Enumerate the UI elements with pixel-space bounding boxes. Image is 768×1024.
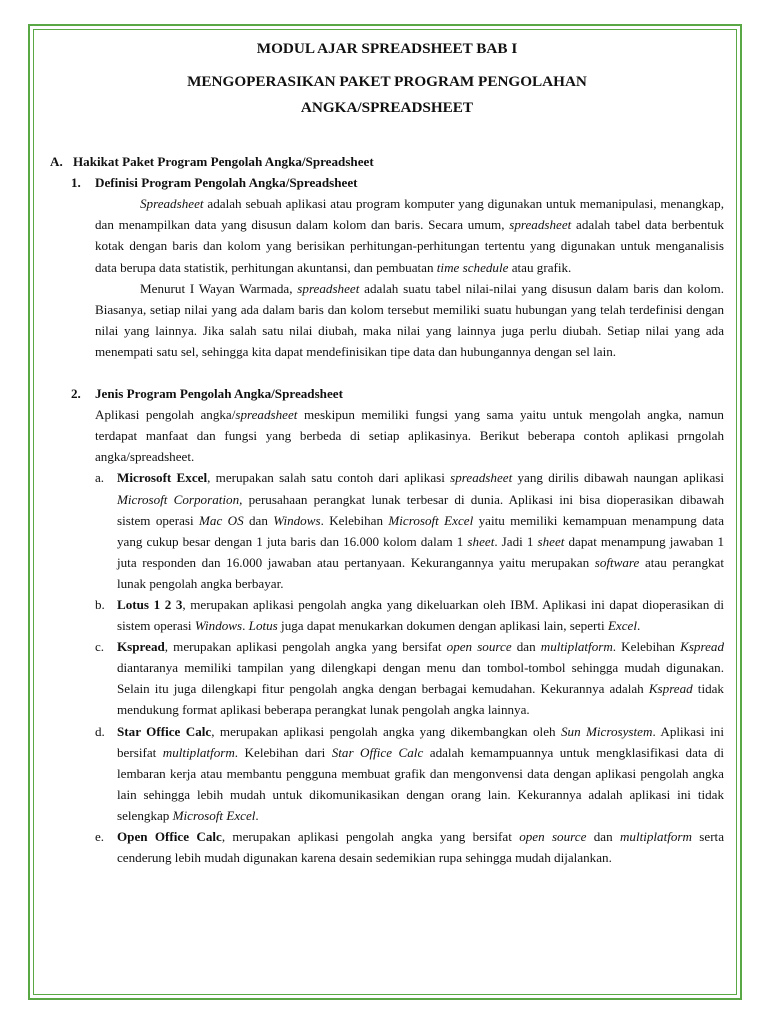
list-letter: d.	[95, 723, 105, 739]
list-item-kspread: c. Kspread, merupakan aplikasi pengolah angka yang bersifat open source dan multiplatform. Kelebihan Kspread diantaranya memiliki tampilan yang dilengkapi dengan menu dan tombol-tombol sehingga mudah digunakan. Selain itu juga dilengkapi fitur pengolah angka dengan berbagai kemudahan. Kekurannya adalah Kspread tidak mendukung format aplikasi beberapa perangkat lunak pengolah angka lainnya.	[50, 636, 724, 720]
subsection-2-heading	[50, 383, 724, 404]
list-letter: e.	[95, 829, 105, 844]
section-a-heading	[50, 151, 724, 172]
subtitle-line-2: ANGKA/SPREADSHEET	[300, 99, 474, 117]
subsection-title: Definisi Program Pengolah Angka/Spreadsheet	[95, 175, 358, 191]
subtitle-line-1: MENGOPERASIKAN PAKET PROGRAM PENGOLAHAN	[187, 73, 587, 91]
document-title: MODUL AJAR SPREADSHEET BAB I	[256, 40, 518, 57]
paragraph-jenis: Aplikasi pengolah angka/spreadsheet meskipun memiliki fungsi yang sama yaitu untuk mengolah angka, namun terdapat manfaat dan fungsi yang berbeda di setiap aplikasinya. Berikut beberapa contoh aplikasi prngolah angka/spreadsheet.	[95, 407, 724, 465]
list-item-lotus: b. Lotus 1 2 3, merupakan aplikasi pengolah angka yang dikeluarkan oleh IBM. Aplikasi ini dapat dioperasikan di sistem operasi Windows. Lotus juga dapat menukarkan dokumen dengan aplikasi lain, seperti Excel.	[50, 594, 724, 636]
list-letter: a.	[95, 470, 105, 486]
subsection-1-heading	[50, 172, 724, 193]
paragraph-definition: Spreadsheet adalah sebuah aplikasi atau program komputer yang digunakan untuk memanipulasi, menangkap, dan menampilkan data yang disusun dalam kolom dan baris. Secara umum, spreadsheet adalah tabel data berbentuk kotak dengan baris dan kolom yang berisikan perhitungan-perhitungan tertentu yang digunakan untuk menganalisis data berupa data statistik, perhitungan akuntansi, dan pembuatan time schedule atau grafik.	[95, 196, 725, 275]
list-item-open-office-calc: e. Open Office Calc, merupakan aplikasi pengolah angka yang bersifat open source dan multiplatform serta cenderung lebih mudah digunakan karena desain sedemikian rupa sehingga mudah dijalankan.	[50, 826, 724, 868]
subsection-number: 2.	[71, 386, 81, 402]
subsection-number: 1.	[71, 175, 81, 191]
document-subtitle	[50, 69, 724, 121]
list-letter: c.	[95, 639, 105, 655]
subsection-title: Jenis Program Pengolah Angka/Spreadsheet	[95, 386, 343, 402]
list-item-star-office-calc: d. Star Office Calc, merupakan aplikasi pengolah angka yang dikembangkan oleh Sun Microsystem. Aplikasi ini bersifat multiplatform. Kelebihan dari Star Office Calc adalah kemampuannya untuk mengklasifikasi data di lembaran kerja atau membantu pengguna membuat grafik dan mengonvensi data dengan aplikasi pengolah angka lain sehingga lebih mudah untuk dikomunikasikan dengan orang lain. Kekurannya adalah aplikasi ini tidak selengkap Microsoft Excel.	[50, 721, 724, 826]
list-item-microsoft-excel: a. Microsoft Excel, merupakan salah satu contoh dari aplikasi spreadsheet yang dirilis dibawah naungan aplikasi Microsoft Corporation, perusahaan perangkat lunak terbesar di dunia. Aplikasi ini bisa dioperasikan dibawah sistem operasi Mac OS dan Windows. Kelebihan Microsoft Excel yaitu memiliki kemampuan menampung data yang cukup besar dengan 1 juta baris dan 16.000 kolom dalam 1 sheet. Jadi 1 sheet dapat menampung jawaban 1 juta responden dan 16.000 jawaban atau pertanyaan. Kekurangannya yaitu merupakan software atau perangkat lunak pengolah angka berbayar.	[50, 467, 724, 594]
document-body	[50, 36, 724, 868]
paragraph-warmada: Menurut I Wayan Warmada, spreadsheet adalah suatu tabel nilai-nilai yang disusun dalam baris dan kolom. Biasanya, setiap nilai yang ada dalam baris dan kolom tersebut memiliki suatu hubungan yang telah terdefinisi dengan nilai yang lainnya. Jika salah satu nilai diubah, maka nilai yang lainnya juga perlu diubah. Setiap nilai yang ada menempati satu sel, sehingga kita dapat mendefinisikan tipe data dan hubungannya dengan sel lain.	[95, 280, 724, 359]
section-label: A.	[50, 154, 63, 170]
section-title: Hakikat Paket Program Pengolah Angka/Spreadsheet	[73, 154, 374, 170]
list-letter: b.	[95, 596, 105, 612]
